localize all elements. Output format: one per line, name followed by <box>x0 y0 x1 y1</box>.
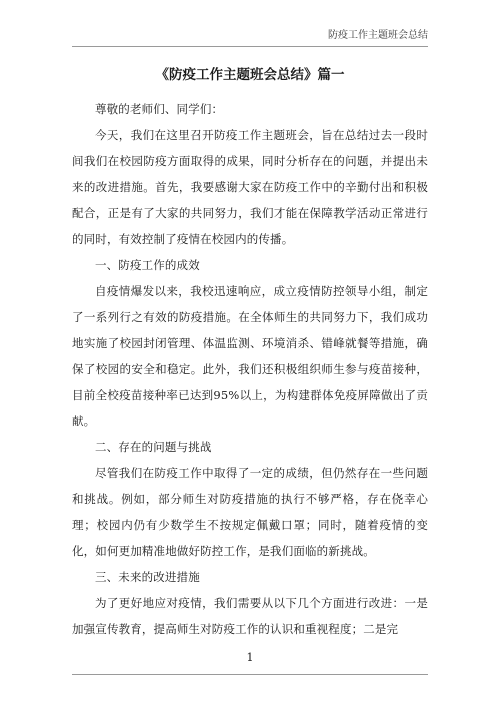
section-3-heading: 三、未来的改进措施 <box>95 570 200 584</box>
document-body <box>72 62 428 642</box>
section-2-paragraph: 尽管我们在防疫工作中取得了一定的成绩，但仍然存在一些问题和挑战。例如，部分师生对防疫措施的执行不够严格，存在侥幸心理；校园内仍有少数学生不按规定佩戴口罩；同时，随着疫情的变化，如何更加精准地做好防控工作，是我们面临的新挑战。 <box>72 466 428 558</box>
document-title: 《防疫工作主题班会总结》篇一 <box>155 67 345 83</box>
section-1-heading: 一、防疫工作的成效 <box>95 258 200 272</box>
section-2-heading: 二、存在的问题与挑战 <box>95 440 212 454</box>
section-3-paragraph: 为了更好地应对疫情，我们需要从以下几个方面进行改进：一是加强宣传教育，提高师生对防疫工作的认识和重视程度；二是完 <box>72 596 428 636</box>
section-1-paragraph: 自疫情爆发以来，我校迅速响应，成立疫情防控领导小组，制定了一系列行之有效的防疫措施。在全体师生的共同努力下，我们成功地实施了校园封闭管理、体温监测、环境消杀、错峰就餐等措施，确保了校园的安全和稳定。此外，我们还积极组织师生参与疫苗接种，目前全校疫苗接种率已达到95%以上，为构建群体免疫屏障做出了贡献。 <box>72 284 428 428</box>
page-header <box>72 30 428 47</box>
running-header-title: 防疫工作主题班会总结 <box>328 30 428 41</box>
footer-rule <box>72 674 428 675</box>
page-number: 1 <box>246 651 254 664</box>
greeting: 尊敬的老师们、同学们： <box>95 102 224 116</box>
intro-paragraph: 今天，我们在这里召开防疫工作主题班会，旨在总结过去一段时间我们在校园防疫方面取得的成果，同时分析存在的问题，并提出未来的改进措施。首先，我要感谢大家在防疫工作中的辛勤付出和积极配合，正是有了大家的共同努力，我们才能在保障教学活动正常进行的同时，有效控制了疫情在校园内的传播。 <box>72 128 428 246</box>
